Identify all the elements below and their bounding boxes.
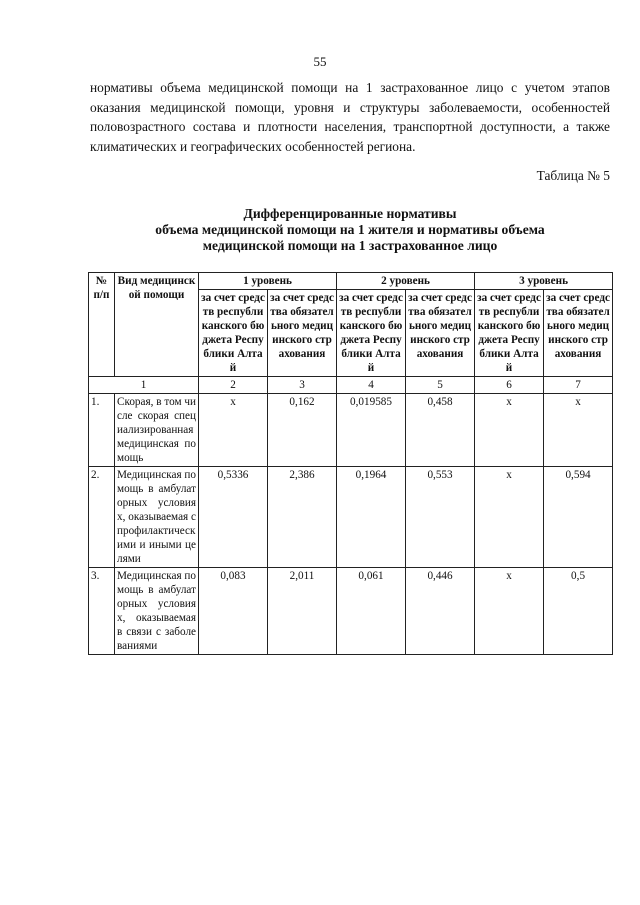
header-sub-insurance: за счет средства обязательного медицинского страхования bbox=[544, 290, 613, 377]
row-type: Скорая, в том числе скорая специализированная медицинская помощь bbox=[115, 394, 199, 467]
row-value: х bbox=[475, 394, 544, 467]
column-number: 1 bbox=[89, 377, 199, 394]
row-value: х bbox=[544, 394, 613, 467]
column-number-row bbox=[89, 377, 613, 394]
row-num: 2. bbox=[89, 467, 115, 568]
column-number: 3 bbox=[268, 377, 337, 394]
page-number: 55 bbox=[313, 54, 327, 69]
row-value: 0,162 bbox=[268, 394, 337, 467]
header-num: № п/п bbox=[89, 273, 115, 377]
row-value: 2,386 bbox=[268, 467, 337, 568]
header-level-2: 2 уровень bbox=[337, 273, 475, 290]
row-value: 0,019585 bbox=[337, 394, 406, 467]
row-num: 3. bbox=[89, 568, 115, 655]
intro-paragraph: нормативы объема медицинской помощи на 1 застрахованное лицо с учетом этапов оказания медицинской помощи, уровня и структуры заболеваемости, особенностей половозрастного состава и плотности населения, транспортной доступности, а также климатических и географических особенностей региона. bbox=[90, 80, 610, 154]
header-level-3: 3 уровень bbox=[475, 273, 613, 290]
row-value: х bbox=[475, 467, 544, 568]
row-value: 0,446 bbox=[406, 568, 475, 655]
header-sub-insurance: за счет средства обязательного медицинского страхования bbox=[268, 290, 337, 377]
column-number: 2 bbox=[199, 377, 268, 394]
row-value: 0,5 bbox=[544, 568, 613, 655]
row-value: х bbox=[475, 568, 544, 655]
title-line: объема медицинской помощи на 1 жителя и нормативы объема bbox=[155, 222, 545, 237]
row-value: 2,011 bbox=[268, 568, 337, 655]
row-value: 0,1964 bbox=[337, 467, 406, 568]
header-sub-insurance: за счет средства обязательного медицинского страхования bbox=[406, 290, 475, 377]
header-sub-budget: за счет средств республиканского бюджета Республики Алтай bbox=[475, 290, 544, 377]
header-sub-budget: за счет средств республиканского бюджета Республики Алтай bbox=[199, 290, 268, 377]
table-row bbox=[89, 467, 613, 568]
row-value: 0,594 bbox=[544, 467, 613, 568]
row-value: 0,458 bbox=[406, 394, 475, 467]
table-title bbox=[90, 206, 610, 254]
row-num: 1. bbox=[89, 394, 115, 467]
column-number: 4 bbox=[337, 377, 406, 394]
row-type: Медицинская помощь в амбулаторных условиях, оказываемая в связи с заболеваниями bbox=[115, 568, 199, 655]
title-line: Дифференцированные нормативы bbox=[243, 206, 457, 221]
header-type: Вид медицинской помощи bbox=[115, 273, 199, 377]
table-row bbox=[89, 568, 613, 655]
row-value: 0,061 bbox=[337, 568, 406, 655]
header-level-1: 1 уровень bbox=[199, 273, 337, 290]
column-number: 5 bbox=[406, 377, 475, 394]
title-line: медицинской помощи на 1 застрахованное лицо bbox=[202, 238, 498, 253]
row-type: Медицинская помощь в амбулаторных условиях, оказываемая с профилактическими и иными целями bbox=[115, 467, 199, 568]
header-sub-budget: за счет средств республиканского бюджета Республики Алтай bbox=[337, 290, 406, 377]
header-row bbox=[89, 273, 613, 290]
row-value: 0,5336 bbox=[199, 467, 268, 568]
column-number: 6 bbox=[475, 377, 544, 394]
norms-table bbox=[88, 272, 613, 655]
table-caption: Таблица № 5 bbox=[536, 168, 610, 183]
row-value: 0,083 bbox=[199, 568, 268, 655]
column-number: 7 bbox=[544, 377, 613, 394]
row-value: 0,553 bbox=[406, 467, 475, 568]
row-value: х bbox=[199, 394, 268, 467]
table-row bbox=[89, 394, 613, 467]
